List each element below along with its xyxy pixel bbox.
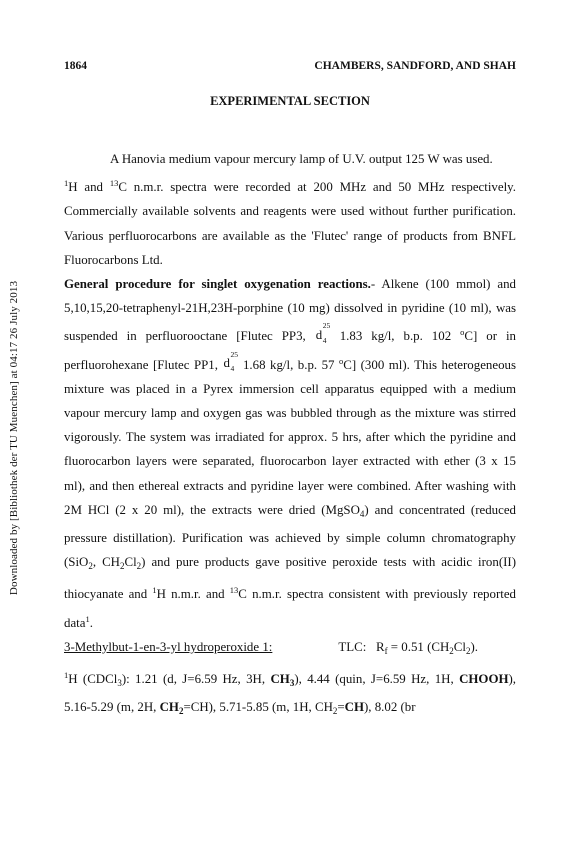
density-symbol bbox=[223, 349, 238, 374]
procedure-heading: General procedure for singlet oxygenation reactions. bbox=[64, 277, 371, 292]
nmr-text: =CH), 5.71-5.85 (m, 1H, CH bbox=[183, 700, 333, 715]
rf-value: = 0.51 (CH bbox=[387, 639, 450, 654]
subscript: 2 bbox=[119, 561, 125, 572]
spectra-paragraph bbox=[64, 171, 516, 272]
density-d: d bbox=[223, 355, 230, 370]
procedure-text: C n.m.r. spectra consistent with previously reported data bbox=[64, 587, 516, 630]
subscript: 2 bbox=[136, 561, 142, 572]
procedure-text: . bbox=[89, 615, 93, 630]
tlc-label: TLC: bbox=[338, 639, 367, 654]
intro-paragraph bbox=[64, 147, 516, 171]
subscript: 2 bbox=[332, 706, 338, 717]
procedure-text: ) and concentrated (reduced pressure distillation). Purification was achieved by simple column chromatography (SiO bbox=[64, 502, 516, 570]
rf-symbol: R bbox=[375, 639, 385, 654]
nmr-text: = bbox=[337, 700, 345, 715]
procedure-text: - Alkene (100 mmol) and 5,10,15,20-tetraphenyl-21H,23H-porphine (10 mg) dissolved in pyridine (10 ml), was suspended in perfluorooctane [Flutec PP3, bbox=[64, 277, 517, 344]
procedure-text: , CH bbox=[92, 555, 120, 570]
nmr-group: CHOOH bbox=[459, 672, 509, 687]
procedure-text: Cl bbox=[124, 555, 137, 570]
isotope-mass: 1 bbox=[64, 670, 69, 681]
nmr-group: CH bbox=[344, 700, 364, 715]
density-temp: 25 bbox=[322, 321, 331, 331]
density-temp: 25 bbox=[230, 349, 238, 359]
running-head: CHAMBERS, SANDFORD, AND SHAH bbox=[314, 60, 516, 72]
subscript: 3 bbox=[289, 678, 295, 689]
subscript: 2 bbox=[449, 645, 454, 656]
nmr-text: ): 1.21 (d, J=6.59 Hz, 3H, bbox=[121, 672, 271, 687]
procedure-text: C] or in perfluorohexane [Flutec PP1, bbox=[64, 329, 516, 372]
reference-marker: 1 bbox=[85, 613, 90, 624]
procedure-text: 1.83 kg/l, b.p. 102 bbox=[330, 329, 461, 344]
isotope-1h-mass: 1 bbox=[64, 178, 69, 189]
spectra-text: C n.m.r. spectra were recorded at 200 MHz and 50 MHz respectively. Commercially available solvents and reagents were used without further purification. Various perfluorocarbons are available as the 'Flutec' range of products from BNFL Fluorocarbons Ltd. bbox=[64, 180, 517, 267]
nmr-line bbox=[64, 663, 516, 723]
procedure-text: H n.m.r. and bbox=[156, 587, 230, 602]
nmr-text: ), 5.16-5.29 (m, 2H, bbox=[64, 672, 517, 715]
tlc-data bbox=[338, 635, 478, 663]
rf-text: Cl bbox=[453, 639, 466, 654]
procedure-paragraph bbox=[64, 272, 516, 635]
isotope-1h-symbol: H and bbox=[68, 180, 110, 195]
page-number: 1864 bbox=[64, 60, 87, 72]
subscript: 2 bbox=[178, 706, 184, 717]
nmr-text: H (CDCl bbox=[68, 672, 118, 687]
subscript: 2 bbox=[88, 561, 93, 572]
article-body bbox=[64, 147, 516, 723]
rf-subscript: f bbox=[384, 645, 388, 656]
compound-name: 3-Methylbut-1-en-3-yl hydroperoxide 1: bbox=[64, 639, 273, 654]
degree-sign: o bbox=[460, 327, 465, 338]
procedure-text: C] (300 ml). This heterogeneous mixture was placed in a Pyrex immersion cell apparatus equipped with a medium vapour mercury lamp and oxygen gas was bubbled through as the mixture was stirred vigorously. The system was irradiated for approx. 5 hrs, after which the pyridine and fluorocarbon layers were separated, fluorocarbon layer extracted with ether (3 x 15 ml), and then ethereal extracts and pyridine layer were combined. After washing with 2M HCl (2 x 20 ml), the extracts were dried (MgSO bbox=[64, 357, 516, 517]
degree-sign: o bbox=[339, 355, 344, 366]
nmr-group: CH bbox=[159, 700, 179, 715]
subscript: 4 bbox=[359, 508, 365, 519]
lamp-sentence: A Hanovia medium vapour mercury lamp of U.V. output 125 W was used. bbox=[110, 152, 493, 166]
density-symbol bbox=[315, 321, 331, 345]
density-d: d bbox=[315, 327, 323, 342]
isotope-13c-mass: 13 bbox=[109, 178, 119, 189]
nmr-group: CH bbox=[270, 672, 290, 687]
density-ref: 4 bbox=[322, 335, 327, 345]
rf-text: ). bbox=[470, 639, 478, 654]
nmr-text: ), 4.44 (quin, J=6.59 Hz, 1H, bbox=[294, 672, 460, 687]
subscript: 2 bbox=[465, 645, 471, 656]
subscript: 3 bbox=[117, 678, 122, 689]
section-title: EXPERIMENTAL SECTION bbox=[210, 94, 370, 108]
isotope-mass: 13 bbox=[229, 585, 239, 596]
isotope-mass: 1 bbox=[152, 585, 157, 596]
compound-line bbox=[64, 635, 516, 663]
procedure-text: 1.68 kg/l, b.p. 57 bbox=[238, 357, 339, 372]
download-watermark-text: Downloaded by [Bibliothek der TU Muenchen] at 04:17 26 July 2013 bbox=[8, 280, 20, 596]
density-ref: 4 bbox=[230, 364, 235, 374]
nmr-text: ), 8.02 (br bbox=[364, 700, 416, 715]
procedure-text: ) and pure products gave positive peroxide tests with acidic iron(II) thiocyanate and bbox=[64, 555, 516, 602]
